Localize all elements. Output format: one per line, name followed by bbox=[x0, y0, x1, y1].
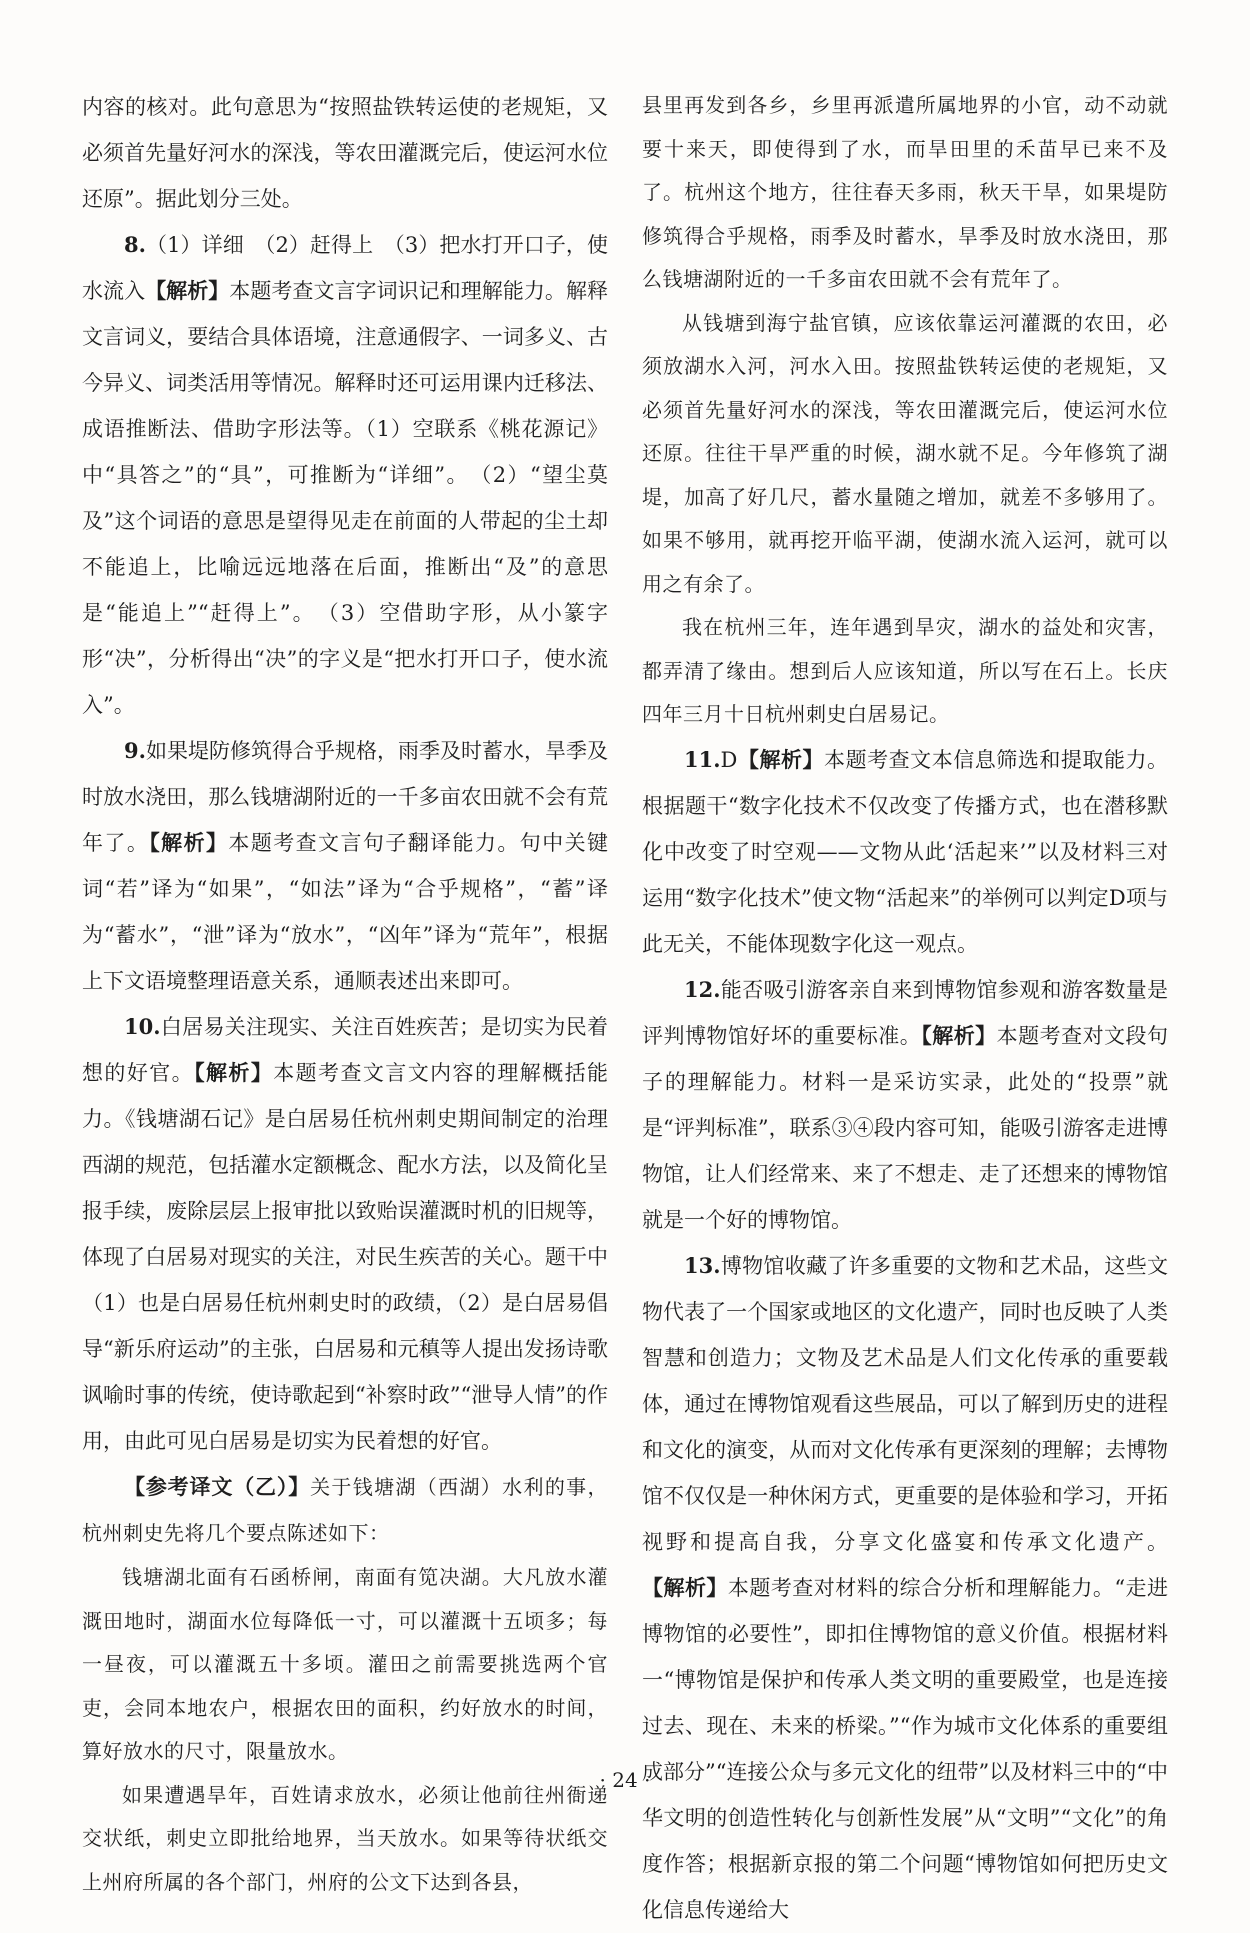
reference-translation-p3: 如果遭遇旱年，百姓请求放水，必须让他前往州衙递交状纸，刺史立即批给地界，当天放水。如果等待状纸交上州府所属的各个部门，州府的公文下达到各县， bbox=[82, 1782, 608, 1894]
reference-translation-p1: 关于钱塘湖（西湖）水利的事，杭州刺史先将几个要点陈述如下： bbox=[82, 1475, 609, 1545]
q8-analysis: 本题考查文言字词识记和理解能力。解释文言词义，要结合具体语境，注意通假字、一词多义、古今异义、词类活用等情况。解释时还可运用课内迁移法、成语推断法、借助字形法等。（1）空联系《桃花源记》中“具答之”的“具”，可推断为“详细”。 （2）“望尘莫及”这个词语的意思是望得见走在前面的人带起的尘土却不能追上，比喻远远地落在后面，推断出“及”的意思是“能追上”“赶得上”。 （3）空借助字形，从小篆字形“决”，分析得出“决”的字义是“把水打开口子，使水流入”。 bbox=[82, 279, 609, 717]
q11-answer bbox=[642, 737, 1168, 967]
q12-answer-text: 能否吸引游客亲自来到博物馆参观和游客数量是评判博物馆好坏的重要标准。 bbox=[642, 977, 1168, 1048]
left-column bbox=[82, 84, 608, 1904]
q7-continuation: 内容的核对。此句意思为“按照盐铁转运使的老规矩，又必须首先量好河水的深浅，等农田灌溉完后，使运河水位还原”。据此划分三处。 bbox=[82, 95, 608, 211]
q11-analysis-tag: 【解析】 bbox=[737, 746, 825, 772]
reference-translation-tag: 【参考译文（乙）】 bbox=[124, 1474, 311, 1499]
q10-number: 10. bbox=[124, 1014, 161, 1039]
q9-analysis: 本题考查文言句子翻译能力。句中关键词“若”译为“如果”，“如法”译为“合乎规格”，“蓄”译为“蓄水”，“泄”译为“放水”，“凶年”译为“荒年”，根据上下文语境整理语意关系，通顺表述出来即可。 bbox=[82, 831, 609, 993]
reference-translation-p3-continued: 县里再发到各乡，乡里再派遣所属地界的小官，动不动就要十来天，即使得到了水，而旱田里的禾苗早已来不及了。杭州这个地方，往往春天多雨，秋天干旱，如果堤防修筑得合乎规格，雨季及时蓄水，旱季及时放水浇田，那么钱塘湖附近的一千多亩农田就不会有荒年了。 bbox=[642, 93, 1168, 291]
q13-analysis-tag: 【解析】 bbox=[642, 1574, 728, 1600]
q11-analysis: 本题考查文本信息筛选和提取能力。根据题干“数字化技术不仅改变了传播方式，也在潜移默化中改变了时空观——文物从此‘活起来’”以及材料三对运用“数字化技术”使文物“活起来”的举例可以判定D项与此无关，不能体现数字化这一观点。 bbox=[642, 747, 1169, 956]
q12-analysis: 本题考查对文段句子的理解能力。材料一是采访实录，此处的“投票”就是“评判标准”，联系③④段内容可知，能吸引游客走进博物馆，让人们经常来、来了不想走、走了还想来的博物馆就是一个好的博物馆。 bbox=[642, 1023, 1169, 1232]
q8-analysis-tag: 【解析】 bbox=[145, 278, 230, 303]
q10-analysis-tag: 【解析】 bbox=[194, 1060, 274, 1085]
q12-analysis-tag: 【解析】 bbox=[921, 1022, 997, 1048]
q13-analysis: 本题考查对材料的综合分析和理解能力。“走进博物馆的必要性”，即扣住博物馆的意义价值。根据材料一“博物馆是保护和传承人类文明的重要殿堂，也是连接过去、现在、未来的桥梁。”“作为城市文化体系的重要组成部分”“连接公众与多元文化的纽带”以及材料三中的“中华文明的创造性转化与创新性发展”从“文明”“文化”的角度作答；根据新京报的第二个问题“博物馆如何把历史文化信息传递给大 bbox=[642, 1575, 1169, 1922]
q9-answer bbox=[82, 728, 608, 1004]
reference-translation-p5: 我在杭州三年，连年遇到旱灾，湖水的益处和灾害，都弄清了缘由。想到后人应该知道，所以写在石上。长庆四年三月十日杭州刺史白居易记。 bbox=[642, 615, 1168, 726]
q9-answer-text: 如果堤防修筑得合乎规格，雨季及时蓄水，旱季及时放水浇田，那么钱塘湖附近的一千多亩农田就不会有荒年了。 bbox=[82, 739, 608, 855]
q13-number: 13. bbox=[684, 1252, 721, 1278]
q12-answer bbox=[642, 967, 1168, 1243]
q10-answer bbox=[82, 1004, 608, 1464]
q11-answer-text: D bbox=[720, 747, 738, 772]
q9-analysis-tag: 【解析】 bbox=[149, 830, 229, 855]
q8-number: 8. bbox=[124, 232, 146, 257]
q10-answer-text: 白居易关注现实、关注百姓疾苦；是切实为民着想的好官。 bbox=[82, 1015, 608, 1085]
reference-translation-p4: 从钱塘到海宁盐官镇，应该依靠运河灌溉的农田，必须放湖水入河，河水入田。按照盐铁转运使的老规矩，又必须首先量好河水的深浅，等农田灌溉完后，使运河水位还原。往往干旱严重的时候，湖水就不足。今年修筑了湖堤，加高了好几尺，蓄水量随之增加，就差不多够用了。如果不够用，就再挖开临平湖，使湖水流入运河，就可以用之有余了。 bbox=[642, 310, 1168, 596]
q13-answer-text: 博物馆收藏了许多重要的文物和艺术品，这些文物代表了一个国家或地区的文化遗产，同时也反映了人类智慧和创造力；文物及艺术品是人们文化传承的重要载体，通过在博物馆观看这些展品，可以了解到历史的进程和文化的演变，从而对文化传承有更深刻的理解；去博物馆不仅仅是一种休闲方式，更重要的是体验和学习，开拓视野和提高自我，分享文化盛宴和传承文化遗产。 bbox=[642, 1253, 1168, 1554]
page-number: · 24 · bbox=[599, 1768, 651, 1792]
reference-translation-intro bbox=[82, 1464, 608, 1556]
q8-answer bbox=[82, 222, 608, 728]
q9-number: 9. bbox=[124, 738, 146, 763]
right-column bbox=[642, 84, 1168, 1933]
q12-number: 12. bbox=[684, 976, 721, 1002]
reference-translation-p2: 钱塘湖北面有石函桥闸，南面有笕决湖。大凡放水灌溉田地时，湖面水位每降低一寸，可以灌溉十五顷多；每一昼夜，可以灌溉五十多顷。灌田之前需要挑选两个官吏，会同本地农户，根据农田的面积，约好放水的时间，算好放水的尺寸，限量放水。 bbox=[82, 1565, 608, 1763]
q8-answer-text: （1）详细 （2）赶得上 （3）把水打开口子，使水流入 bbox=[82, 233, 608, 303]
q11-number: 11. bbox=[684, 746, 721, 772]
q10-analysis: 本题考查文言文内容的理解概括能力。《钱塘湖石记》是白居易任杭州刺史期间制定的治理西湖的规范，包括灌水定额概念、配水方法，以及简化呈报手续，废除层层上报审批以致贻误灌溉时机的旧规等，体现了白居易对现实的关注，对民生疾苦的关心。题干中（1）也是白居易任杭州刺史时的政绩，（2）是白居易倡导“新乐府运动”的主张，白居易和元稹等人提出发扬诗歌讽喻时事的传统，使诗歌起到“补察时政”“泄导人情”的作用，由此可见白居易是切实为民着想的好官。 bbox=[82, 1061, 609, 1453]
q13-answer bbox=[642, 1243, 1168, 1933]
